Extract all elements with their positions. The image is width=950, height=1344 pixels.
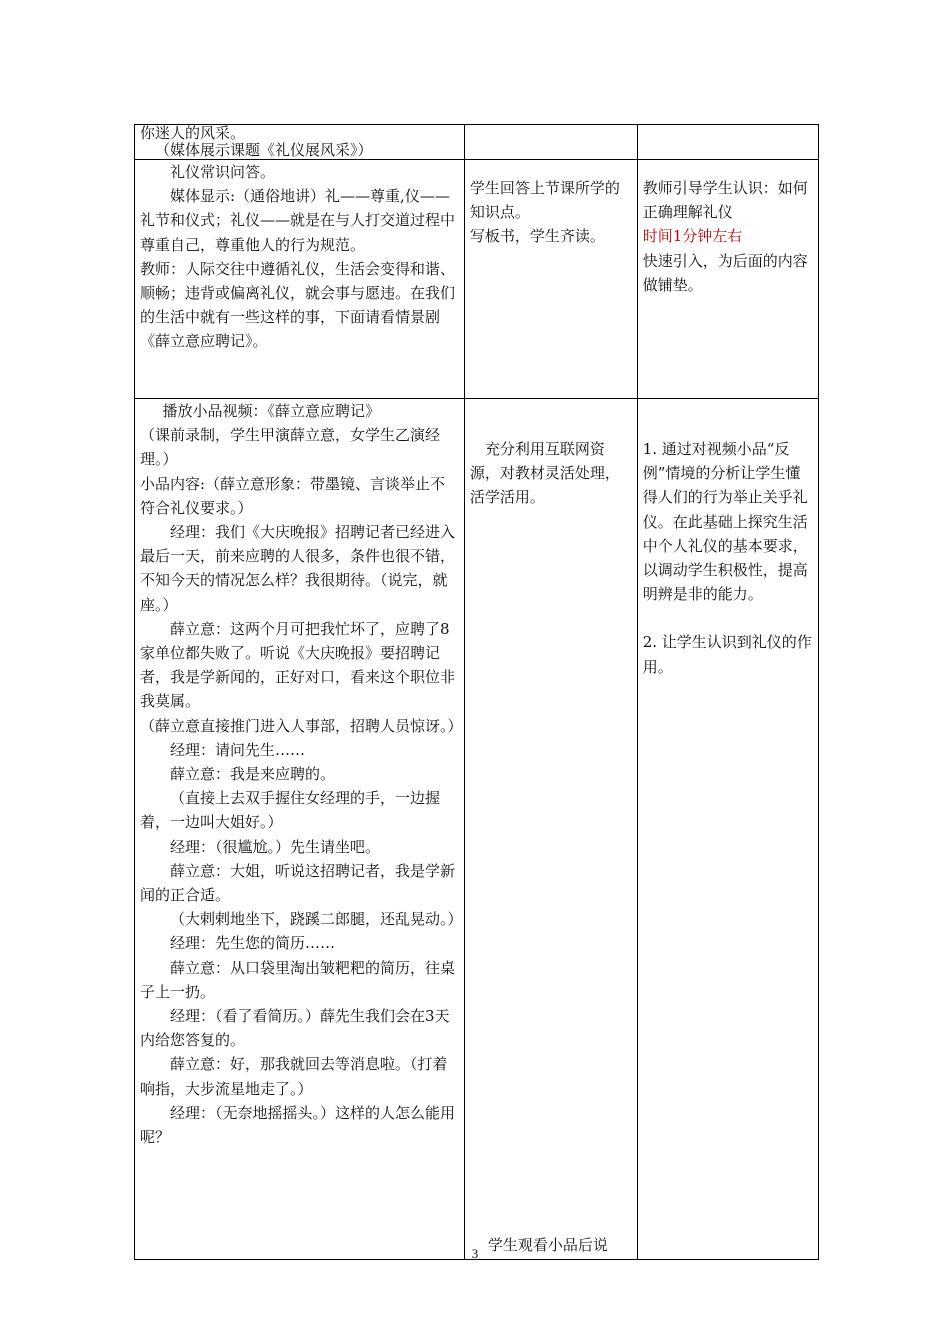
text-paragraph: 学生回答上节课所学的知识点。: [469, 179, 620, 222]
text-line: 经理：（很尴尬。）先生请坐吧。: [170, 837, 381, 856]
text-paragraph: 薛立意：这两个月可把我忙坏了，应聘了8家单位都失败了。听说《大庆晚报》要招聘记者，我是学新闻的，正好对口，看来这个职位非我莫属。: [140, 619, 456, 711]
table-row: [135, 125, 819, 160]
lesson-plan-table: [134, 124, 819, 1260]
text-paragraph: （大剌剌地坐下，跷蹊二郎腿，还乱晃动。）: [170, 910, 463, 929]
text-paragraph: 快速引入，为后面的内容做铺垫。: [642, 251, 808, 294]
text-paragraph: 经理：我们《大庆晚报》招聘记者已经进入最后一天，前来应聘的人很多，条件也很不错，不知今天的情况怎么样？我很期待。（说完，就座。）: [140, 523, 456, 614]
activity-cell: [135, 125, 465, 160]
text-line: 经理：请问先生……: [170, 740, 306, 759]
text-paragraph: 薛立意：好，那我就回去等消息啦。（打着响指，大步流星地走了。）: [140, 1055, 448, 1098]
text-line: 你迷人的风采。: [140, 124, 246, 142]
text-paragraph: 充分利用互联网资源，对教材灵活处理，活学活用。: [469, 440, 620, 507]
text-paragraph: 薛立意：大姐，听说这招聘记者，我是学新闻的正合适。: [140, 861, 456, 905]
text-paragraph: 写板书，学生齐读。: [469, 227, 605, 246]
paragraph-gap: [643, 606, 813, 630]
text-paragraph: （直接上去双手握住女经理的手，一边握着，一边叫大姐好。）: [140, 789, 441, 832]
page-number: 3: [471, 1246, 479, 1261]
text-paragraph: （薛立意直接推门进入人事部，招聘人员惊讶。）: [140, 716, 463, 735]
intent-cell: [637, 125, 818, 160]
activity-cell: [135, 160, 465, 399]
table-row: [135, 160, 819, 399]
student-cell: [464, 160, 637, 399]
activity-cell: [135, 399, 465, 1260]
text-paragraph: 经理：（无奈地摇摇头。）这样的人怎么能用呢？: [140, 1103, 456, 1147]
text-paragraph: 2. 让学生认识到礼仪的作用。: [642, 633, 812, 676]
text-line: 学生观看小品后说: [487, 1235, 608, 1254]
text-paragraph: 小品内容:（薛立意形象：带墨镜、言谈举止不符合礼仪要求。）: [140, 474, 446, 517]
time-note: 时间1分钟左右: [642, 227, 743, 246]
student-cell: [464, 399, 637, 1260]
intent-cell: [637, 399, 818, 1260]
text-line: 经理：先生您的简历……: [170, 934, 336, 953]
text-paragraph: 教师引导学生认识：如何正确理解礼仪: [642, 179, 808, 222]
text-line: 礼仪常识问答。: [170, 163, 276, 181]
intent-cell: [637, 160, 818, 399]
text-paragraph: 教师：人际交往中遵循礼仪，生活会变得和谐、顺畅；违背或偏离礼仪，就会事与愿违。在我们的生活中就有一些这样的事，下面请看情景剧《薛立意应聘记》。: [140, 259, 456, 351]
text-paragraph: 经理：（看了看简历。）薛先生我们会在3天内给您答复的。: [140, 1007, 450, 1050]
text-paragraph: （课前录制，学生甲演薛立意，女学生乙演经理。）: [140, 426, 441, 469]
student-cell: [464, 125, 637, 160]
text-paragraph: 薛立意：从口袋里淘出皱粑粑的简历，往桌子上一扔。: [140, 958, 456, 1001]
text-line: 播放小品视频：《薛立意应聘记》: [162, 402, 381, 420]
text-paragraph: 媒体显示:（通俗地讲）礼——尊重,仪——礼节和仪式；礼仪——就是在与人打交道过程中尊重自己，尊重他人的行为规范。: [140, 187, 456, 254]
text-paragraph: 1. 通过对视频小品“反例”情境的分析让学生懂得人们的行为举止关乎礼仪。在此基础上探究生活中个人礼仪的基本要求，以调动学生积极性，提高明辨是非的能力。: [642, 440, 808, 604]
text-line: （媒体展示课题《礼仪展风采》）: [155, 141, 373, 159]
table-row: [135, 399, 819, 1260]
text-line: 薛立意：我是来应聘的。: [170, 765, 336, 784]
